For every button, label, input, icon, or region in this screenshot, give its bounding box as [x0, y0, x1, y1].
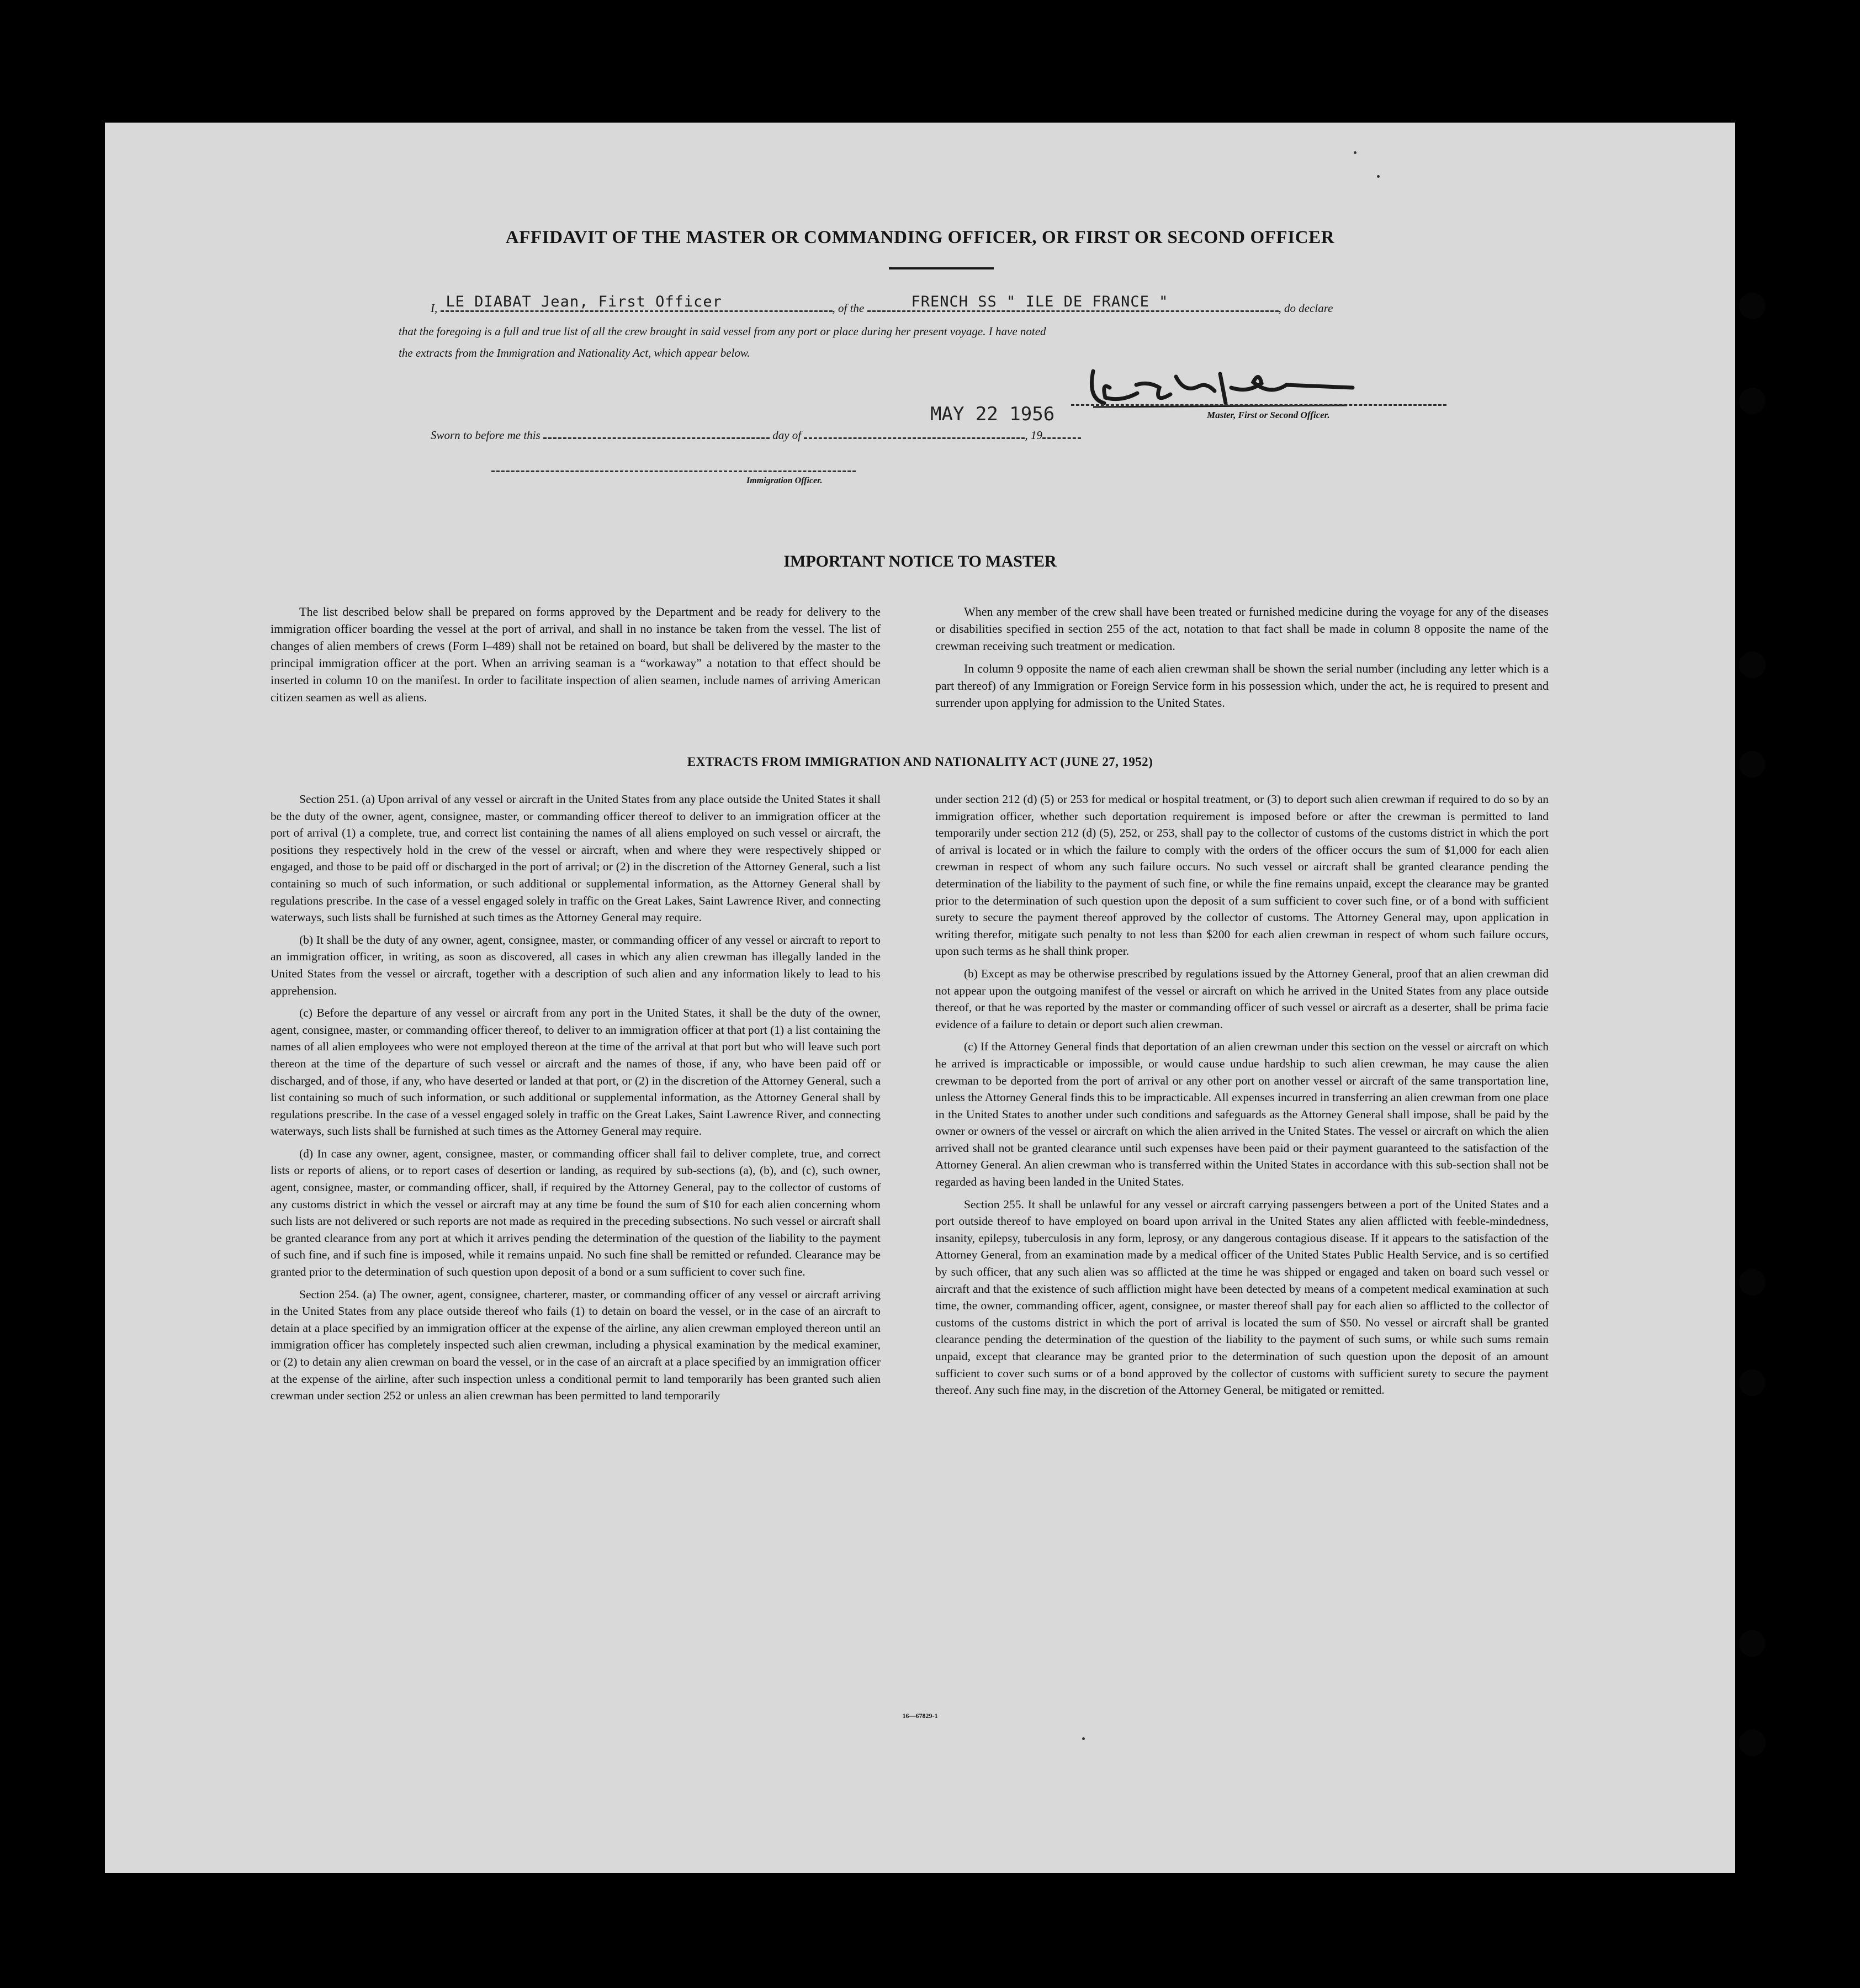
affidavit-line-3: the extracts from the Immigration and Nationality Act, which appear below. [399, 346, 750, 359]
notice-heading: IMPORTANT NOTICE TO MASTER [783, 552, 1057, 570]
punch-hole [1739, 1730, 1766, 1756]
title-underline [889, 267, 994, 269]
speck [1354, 151, 1356, 154]
section-251-d: (d) In case any owner, agent, consignee, master, or commanding officer shall fail to deliver complete, true, and correct lists or reports of aliens, or to report cases of desertion or landing, as required by sub-sections (a), (b), and (c), such owner, agent, consignee, master, or commanding officer, shall, if required by the Attorney General, pay to the collector of customs of any customs district in which the vessel or aircraft may at any time be found the sum of $10 for each alien concerning whom such lists are not delivered or such reports are not made as required in the preceding subsections. No such vessel or aircraft shall be granted clearance from any port at which it arrives pending the determination of the question of the liability to the payment of such fine, and if such fine is imposed, while it remains unpaid. No such fine shall be remitted or refunded. Clearance may be granted prior to the determination of such question upon deposit of a bond or a sum sufficient to cover such fine. [271, 1146, 881, 1279]
declarant-name: LE DIABAT Jean, First Officer [446, 293, 722, 310]
section-251-c: (c) Before the departure of any vessel or aircraft from any port in the United States, it shall be the duty of the owner, agent, consignee, master, or commanding officer thereof, to deliver to an immigration officer at that port (1) a list containing the names of all alien employees who were not employed thereon at the time of the arrival at that port but who will leave such port thereon at the time of the departure of such vessel or aircraft and the names of those, if any, who have been paid off or discharged, and of those, if any, who have deserted or landed at that port, or (2) in the discretion of the Attorney General, such a list containing so much of such information, or such additional or supplemental information, as the Attorney General shall by regulations prescribe. In the case of a vessel engaged solely in traffic on the Great Lakes, Saint Lawrence River, and connecting waterways, such lists shall be furnished at such times as the Attorney General may require. [271, 1006, 881, 1138]
punch-hole [1739, 1370, 1766, 1396]
do-declare-label: , do declare [1278, 302, 1333, 315]
notice-right-paragraph-2: In column 9 opposite the name of each alien crewman shall be shown the serial number (including any letter which is a part thereof) of any Immigration or Foreign Service form in his possession which, under the act, he is required to present and surrender upon applying for admission to the United States. [935, 662, 1549, 710]
extracts-left-column [271, 791, 881, 1410]
section-255: Section 255. It shall be unlawful for any vessel or aircraft carrying passengers between a port of the United States and a port outside thereof to have employed on board upon arrival in the United States any alien afflicted with feeble-mindedness, insanity, epilepsy, tuberculosis in any form, leprosy, or any dangerous contagious disease. If it appears to the satisfaction of the Attorney General, from an examination made by a medical officer of the United States Public Health Service, and is so certified by such officer, that any such alien was so afflicted at the time he was shipped or engaged and taken on board such vessel or aircraft and that the existence of such affliction might have been detected by means of a competent medical examination at such time, the owner, commanding officer, agent, consignee, or master thereof shall pay for each alien so afflicted to the collector of customs of the customs district in which the port of arrival is located the sum of $50. No vessel or aircraft shall be granted clearance pending the determination of the question of the liability to the payment of such sums, or while such sums remain unpaid, except that clearance may be granted prior to the determination of such question upon the deposit of an amount sufficient to cover such sums or of a bond approved by the collector of customs with sufficient surety to secure the payment thereof. Any such fine may, in the discretion of the Attorney General, be mitigated or remitted. [935, 1197, 1549, 1397]
of-the-label: , of the [832, 302, 865, 315]
speck [1377, 175, 1380, 178]
vessel-field[interactable] [867, 293, 1279, 312]
notice-left-column [271, 603, 881, 711]
extracts-right-column [935, 791, 1549, 1404]
year-prefix: , 19 [1025, 429, 1042, 442]
signer-caption: Master, First or Second Officer. [1207, 410, 1330, 420]
vessel-name: FRENCH SS " ILE DE FRANCE " [911, 293, 1169, 310]
affidavit-line-1 [431, 293, 1333, 315]
date-stamp: MAY 22 1956 [930, 403, 1055, 425]
section-251-b: (b) It shall be the duty of any owner, agent, consignee, master, or commanding officer of any vessel or aircraft to report to an immigration officer, in writing, as soon as discovered, all cases in which any alien crewman has illegally landed in the United States from the vessel or aircraft, together with a description of such alien and any information likely to lead to his apprehension. [271, 933, 881, 997]
affidavit-line-2: that the foregoing is a full and true list of all the crew brought in said vessel from any port or place during her present voyage. I have noted [399, 325, 1046, 338]
punch-hole [1739, 1269, 1766, 1296]
officer-caption: Immigration Officer. [746, 476, 823, 485]
punch-hole [1739, 1630, 1766, 1657]
sworn-month-field[interactable] [804, 425, 1025, 439]
notice-right-column [935, 603, 1549, 717]
section-254-c: (c) If the Attorney General finds that deportation of an alien crewman under this section on the vessel or aircraft on which he arrived is impracticable or impossible, or would cause undue hardship to such alien crewman, he may cause the alien crewman to be deported from the port of arrival or any other port on another vessel or aircraft of the same transportation line, unless the Attorney General finds this to be impracticable. All expenses incurred in transferring an alien crewman from one place in the United States to another under such conditions and safeguards as the Attorney General shall impose, shall be paid by the owner or owners of the vessel or aircraft on which the alien arrived in the United States. The vessel or aircraft on which the alien arrived shall not be granted clearance until such expenses have been paid or their payment guaranteed to the satisfaction of the Attorney General. An alien crewman who is transferred within the United States in accordance with this sub-section shall not be regarded as having been landed in the United States. [935, 1040, 1549, 1189]
sworn-prefix: Sworn to before me this [431, 429, 540, 442]
affidavit-prefix: I, [431, 302, 438, 315]
sworn-year-field[interactable] [1042, 425, 1081, 439]
extracts-heading: EXTRACTS FROM IMMIGRATION AND NATIONALITY ACT (JUNE 27, 1952) [687, 755, 1153, 769]
immigration-officer-line[interactable] [491, 470, 856, 472]
form-number: 16—67829-1 [902, 1712, 938, 1720]
section-254-a: Section 254. (a) The owner, agent, consignee, charterer, master, or commanding officer of any vessel or aircraft arriving in the United States from any place outside thereof who fails (1) to detain on board the vessel, or in the case of an aircraft to detain at a place specified by an immigration officer at the expense of the airline, any alien crewman employed thereon until an immigration officer has completely inspected such alien crewman, including a physical examination by the medical examiner, or (2) to detain any alien crewman on board the vessel, or in the case of an aircraft at a place specified by an immigration officer at the expense of the airline, after such inspection unless a conditional permit to land temporarily has been granted such alien crewman under section 252 or unless an alien crewman has been permitted to land temporarily [271, 1287, 881, 1403]
speck [1082, 1737, 1085, 1740]
punch-hole [1739, 293, 1766, 319]
punch-hole [1739, 751, 1766, 778]
section-254-b: (b) Except as may be otherwise prescribed by regulations issued by the Attorney General, proof that an alien crewman did not appear upon the outgoing manifest of the vessel or aircraft on which he arrived in the United States from any place outside thereof, or that he was reported by the master or commanding officer of such vessel or aircraft as a deserter, shall be prima facie evidence of a failure to detain or deport such alien crewman. [935, 966, 1549, 1031]
notice-left-paragraph: The list described below shall be prepared on forms approved by the Department and be ready for delivery to the immigration officer boarding the vessel at the port of arrival, and shall in no instance be taken from the vessel. The list of changes of alien members of crews (Form I–489) shall not be retained on board, but shall be delivered by the master to the principal immigration officer at the port. When an arriving seaman is a “workaway” a notation to that effect should be inserted in column 10 on the manifest. In order to facilitate inspection of alien seamen, include names of arriving American citizen seamen as well as aliens. [271, 605, 881, 704]
punch-hole [1739, 652, 1766, 678]
signature-line [1071, 404, 1446, 406]
punch-hole [1739, 388, 1766, 414]
notice-right-paragraph-1: When any member of the crew shall have been treated or furnished medicine during the voyage for any of the diseases or disabilities specified in section 255 of the act, notation to that fact shall be made in column 8 opposite the name of the crewman receiving such treatment or medication. [935, 605, 1549, 653]
declarant-field[interactable] [441, 293, 833, 312]
sworn-line [431, 425, 1081, 442]
section-251-a: Section 251. (a) Upon arrival of any vessel or aircraft in the United States from any place outside the United States it shall be the duty of the owner, agent, consignee, master, or commanding officer thereof to deliver to an immigration officer at the port of arrival (1) a complete, true, and correct list containing the names of all aliens employed on such vessel or aircraft, the positions they respectively hold in the crew of the vessel or aircraft, when and where they were respectively shipped or engaged, and those to be paid off or discharged in the port of arrival; or (2) in the discretion of the Attorney General, such a list containing so much of such information, or such additional or supplemental information, as the Attorney General shall by regulations prescribe. In the case of a vessel engaged solely in traffic on the Great Lakes, Saint Lawrence River, and connecting waterways, such lists shall be furnished at such times as the Attorney General may require. [271, 792, 881, 924]
section-254-a-continued: under section 212 (d) (5) or 253 for medical or hospital treatment, or (3) to deport such alien crewman if required to do so by an immigration officer, whether such deportation requirement is imposed before or after the crewman is permitted to land temporarily under section 212 (d) (5), 252, or 253, shall pay to the collector of customs of the customs district in which the port of arrival is located or in which the failure to comply with the orders of the officer occurs the sum of $1,000 for each alien crewman in respect of whom any such failure occurs. No such vessel or aircraft shall be granted clearance pending the determination of the liability to the payment of such fine, or while the fine remains unpaid, except the clearance may be granted prior to the determination of such question upon the deposit of a sum sufficient to cover such fine, or of a bond with sufficient surety to secure the payment thereof approved by the collector of customs. The Attorney General may, upon application in writing therefor, mitigate such penalty to not less than $200 for each alien crewman in respect of whom such failure occurs, upon such terms as he shall think proper. [935, 792, 1549, 958]
sworn-day-field[interactable] [543, 425, 770, 439]
form-sheet [105, 123, 1735, 1873]
form-title: AFFIDAVIT OF THE MASTER OR COMMANDING OFFICER, OR FIRST OR SECOND OFFICER [505, 228, 1335, 247]
day-of-label: day of [772, 429, 802, 442]
